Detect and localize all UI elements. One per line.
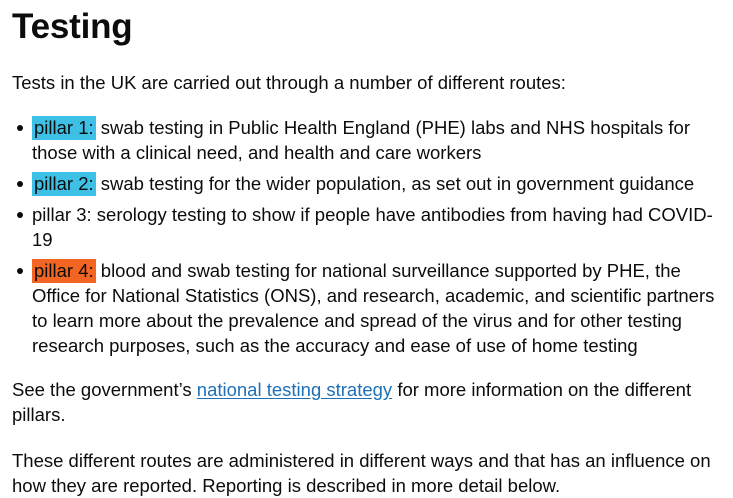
- strategy-text-after: for more information on the different pillars.: [12, 379, 692, 425]
- routes-paragraph: These different routes are administered in different ways and that has an influence on how they are reported. Reporting is described in more detail below.: [12, 450, 711, 496]
- pillar-4-text: blood and swab testing for national surveillance supported by PHE, the Office for National Statistics (ONS), and research, academic, and scientific partners to learn more about the prevalence and spread of the virus and for other testing research purposes, such as the accuracy and ease of use of home testing: [32, 260, 715, 356]
- strategy-paragraph: [12, 377, 721, 427]
- pillar-3-label: pillar 3:: [32, 204, 92, 225]
- pillar-1-text: swab testing in Public Health England (PHE) labs and NHS hospitals for those with a clinical need, and health and care workers: [32, 117, 690, 163]
- pillar-1-label: pillar 1:: [34, 117, 94, 138]
- pillar-2-label: pillar 2:: [34, 173, 94, 194]
- pillar-list: [12, 115, 721, 358]
- pillar-3-text: serology testing to show if people have antibodies from having had COVID-19: [32, 204, 713, 250]
- strategy-text-before: See the government’s: [12, 379, 197, 400]
- pillar-2-text: swab testing for the wider population, as set out in government guidance: [100, 173, 695, 194]
- pillar-item-1: [32, 115, 721, 165]
- national-testing-strategy-link[interactable]: national testing strategy: [196, 379, 393, 400]
- pillar-4-label: pillar 4:: [34, 260, 94, 281]
- page-title: Testing: [12, 7, 133, 46]
- pillar-item-4: [32, 258, 721, 358]
- pillar-item-3: [32, 202, 721, 252]
- intro-paragraph: Tests in the UK are carried out through a number of different routes:: [12, 72, 566, 93]
- pillar-item-2: [32, 171, 721, 196]
